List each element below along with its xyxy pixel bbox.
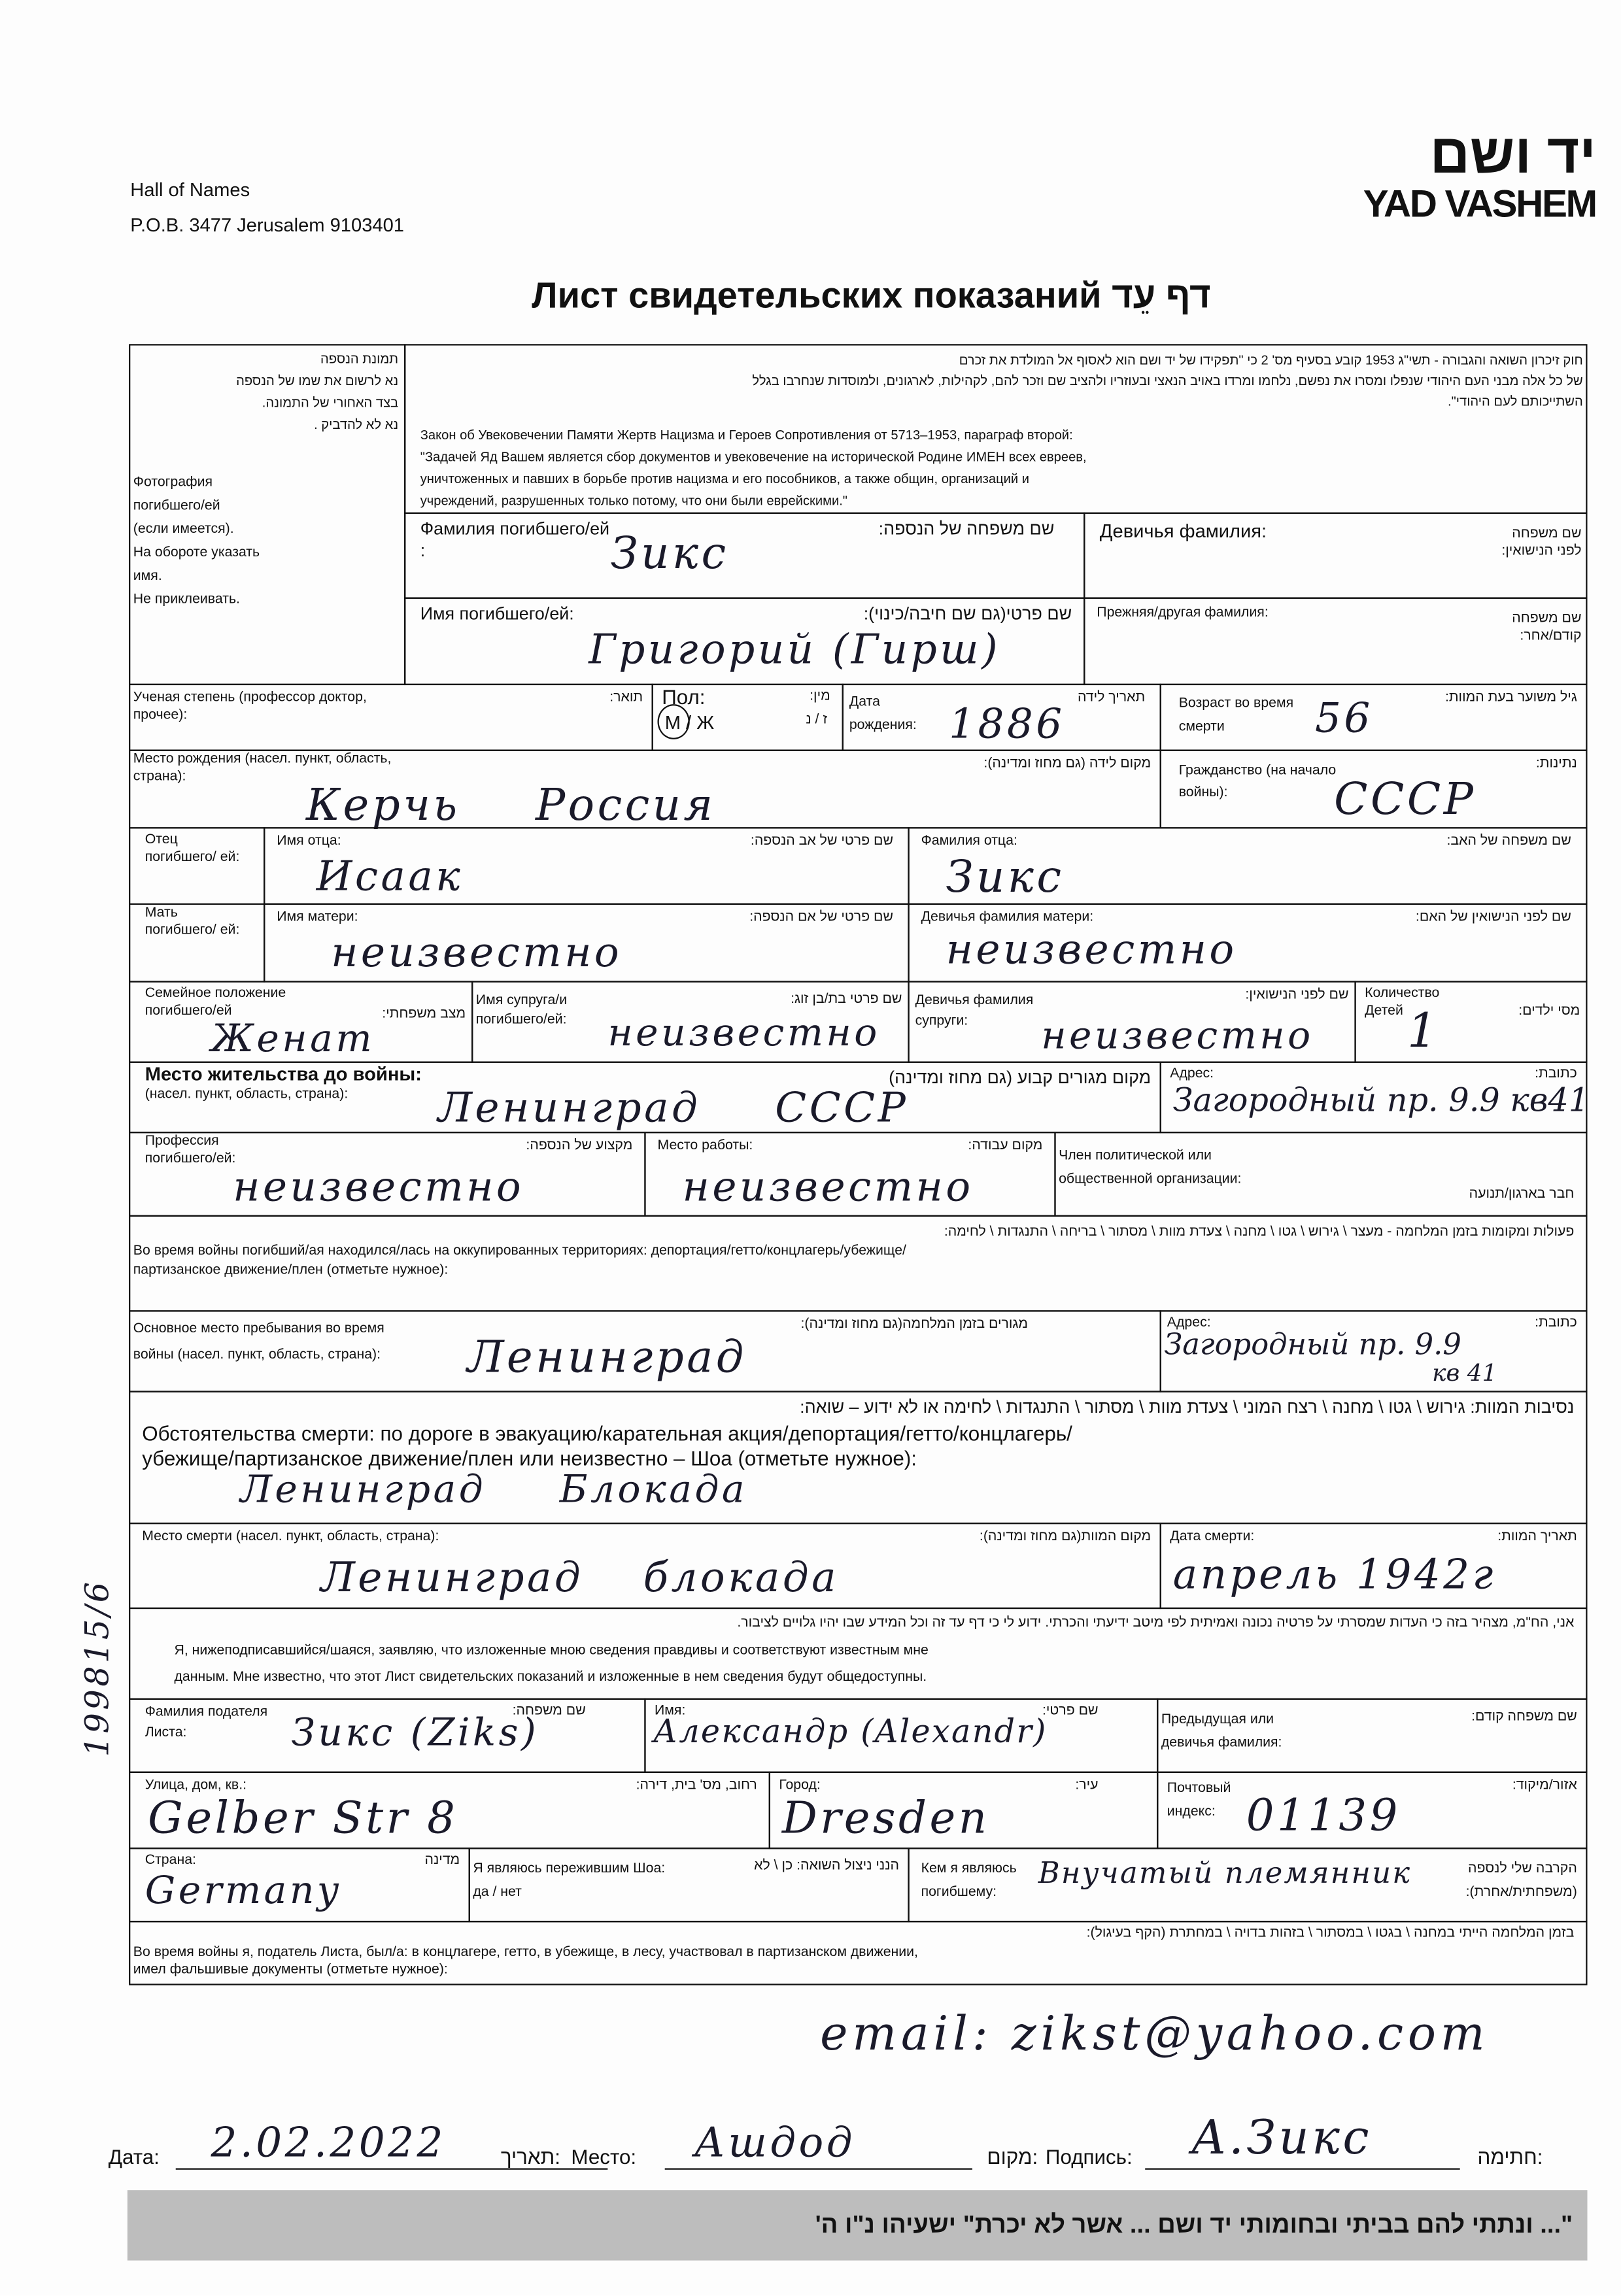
photo-ru <box>133 471 260 612</box>
handwritten-value: Внучатый племянник <box>1038 1855 1412 1891</box>
logo-latin: YAD VASHEM <box>1363 181 1596 226</box>
handwritten-value: неизвестно <box>946 925 1237 974</box>
handwritten-value: Женат <box>211 1017 375 1062</box>
handwritten-value: неизвестно <box>682 1162 974 1211</box>
footer-quote: "... ונתתי להם בביתי ובחומותי יד ושם ... אשר לא יכרת" ישעיהו נ"ו ה' <box>128 2190 1588 2260</box>
label-he: שם משפחה קודם/אחר: <box>1512 610 1582 645</box>
law-ru-3: уничтоженных и павших в борьбе против нацизма и его пособников, а также общин, организаций и <box>420 471 1030 486</box>
workplace-field[interactable] <box>644 1132 1055 1217</box>
label-he: תאריך לידה <box>1077 689 1146 706</box>
death-circumstances-field[interactable] <box>129 1391 1587 1524</box>
label-he: בזמן המלחמה הייתי במחנה \ בגטו \ במסתור \ בזהות בדויה \ במחתרת (הקף בעיגול): <box>1086 1925 1575 1942</box>
org-address: P.O.B. 3477 Jerusalem 9103401 <box>130 213 404 236</box>
label: Профессия погибшего/ей: <box>145 1133 236 1167</box>
photo-box <box>129 344 405 685</box>
label: Семейное положение погибшего/ей <box>145 985 286 1019</box>
handwritten-email: email: zikst@yahoo.com <box>820 2005 1490 2062</box>
wartime-activities-field[interactable] <box>129 1215 1587 1312</box>
citizenship-field[interactable] <box>1160 750 1588 829</box>
photo-he-2: נא לרשום את שמו של הנספה <box>236 373 399 388</box>
declaration-he: אני, הח"מ, מצהיר בזה כי העדות שמסרתי על פרטיה נכונה ואמיתית לפי מיטב ידיעתי והכרתי. ידוע לי כי דף עד זה וכל המידע שבו יהיו גלויים לציבור. <box>737 1615 1575 1631</box>
label-he: מקום מגורים קבוע (גם מחוז ומדינה) <box>889 1067 1152 1088</box>
label <box>133 1316 384 1369</box>
date-label-he: תאריך: <box>500 2144 560 2169</box>
label: Страна: <box>145 1851 196 1868</box>
label: Количество Детей <box>1365 985 1440 1019</box>
label-he: נתינות: <box>1535 755 1577 772</box>
divider <box>129 903 265 905</box>
label: Место рождения (насел. пункт, область, страна): <box>133 751 392 785</box>
father-label: Отец погибшего/ ей: <box>145 831 240 866</box>
residence-address-field[interactable] <box>1160 1062 1588 1134</box>
label-he: מגורים בזמן המלחמה(גם מחוז ומדינה): <box>800 1316 1029 1332</box>
submitter-wartime-field[interactable] <box>129 1921 1587 1985</box>
label-he: תאריך המוות: <box>1497 1528 1577 1545</box>
handwritten-value: Ленинград СССР <box>437 1083 909 1132</box>
label-he: הנני ניצול השואה: כן \ לא <box>754 1857 899 1874</box>
place-label-he: מקום: <box>987 2144 1038 2169</box>
label-he-options: ז / נ <box>806 711 828 728</box>
label-he: מדינה <box>424 1851 460 1868</box>
label-he: הקרבה שלי לנספה (משפחתית/אחרת): <box>1465 1861 1577 1900</box>
signature-handwritten: A.Зикс <box>1191 2109 1373 2166</box>
label-he: שם משפחה של האב: <box>1446 833 1571 849</box>
label-he: כתובת: <box>1535 1066 1577 1082</box>
label: Гражданство (на начало войны): <box>1178 762 1337 801</box>
handwritten-value: неизвестно <box>607 1011 880 1056</box>
handwritten-value: Керчь Россия <box>306 780 716 832</box>
handwritten-value: 56 <box>1314 694 1373 743</box>
label-ru-2: имел фальшивые документы (отметьте нужное): <box>133 1961 448 1978</box>
label-he: עיר: <box>1075 1777 1099 1794</box>
label: Возраст во время смерти <box>1178 695 1294 735</box>
handwritten-value: Ленинград Блокада <box>240 1468 748 1513</box>
dob-field[interactable] <box>842 684 1161 751</box>
photo-ru-line: На обороте указать <box>133 545 260 561</box>
sex-options: М / Ж <box>664 711 715 734</box>
label: Место работы: <box>657 1138 753 1154</box>
label: Ученая степень (профессор доктор, прочее): <box>133 689 367 723</box>
profession-field[interactable] <box>129 1132 646 1217</box>
handwritten-value: Григорий (Гирш) <box>589 625 1001 674</box>
handwritten-value-2: кв 41 <box>1432 1359 1497 1387</box>
label: Место смерти (насел. пункт, область, страна): <box>142 1528 439 1545</box>
degree-field[interactable] <box>129 684 653 751</box>
signature-line[interactable] <box>1145 2169 1459 2170</box>
law-ru-1: Закон об Увековечении Памяти Жертв Нацизма и Героев Сопротивления от 5713–1953, параграф второй: <box>420 427 1073 443</box>
handwritten-value: Зикс <box>946 852 1065 903</box>
photo-ru-line: погибшего/ей <box>133 498 220 515</box>
label-he: רחוב, מס' בית, דירה: <box>636 1777 757 1794</box>
org-name: Hall of Names <box>130 178 250 201</box>
law-he <box>411 350 1583 411</box>
label: Адрес: <box>1170 1066 1214 1082</box>
photo-he-1: תמונת הנספה <box>320 351 399 366</box>
victim-surname-field[interactable] <box>404 513 1085 599</box>
handwritten-value: неизвестно <box>233 1162 524 1211</box>
logo-hebrew: יד ושם <box>1429 124 1596 186</box>
marital-field[interactable] <box>129 981 473 1062</box>
handwritten-value: Загородный пр. 9.9 кв41 <box>1172 1083 1590 1121</box>
label: Фамилия погибшего/ей : <box>420 518 610 561</box>
label-he: מין: <box>810 688 830 705</box>
survivor-field[interactable] <box>469 1848 910 1922</box>
label: Дата рождения: <box>849 694 917 734</box>
father-name-field[interactable] <box>264 827 910 905</box>
mother-maiden-field[interactable] <box>908 903 1587 983</box>
wartime-address-field[interactable] <box>1160 1310 1588 1392</box>
handwritten-value: Зикс (Ziks) <box>291 1711 539 1756</box>
handwritten-value: неизвестно <box>1041 1014 1314 1059</box>
label-he: תואר: <box>609 689 643 706</box>
sign-date-value: 2.02.2022 <box>211 2118 446 2167</box>
label-ru-2: партизанское движение/плен (отметьте нужное): <box>133 1262 449 1278</box>
handwritten-value: Germany <box>145 1869 342 1914</box>
label: Имя супруга/и погибшего/ей: <box>475 992 568 1028</box>
label-he: פעולות ומקומות בזמן המלחמה - מעצר \ גירוש \ גטו \ מחנה \ צעדת מוות \ מסתור \ בריחה \ התנגדות \ לחימה: <box>944 1224 1575 1240</box>
label: Пол: <box>662 685 706 709</box>
label-sub: (насел. пункт, область, страна): <box>145 1086 349 1103</box>
spouse-maiden-field[interactable] <box>908 981 1356 1062</box>
spouse-field[interactable] <box>471 981 910 1062</box>
law-ru-4: учреждений, разрушенных только потому, что они были еврейскими." <box>420 493 847 509</box>
submitter-street-field[interactable] <box>129 1772 770 1849</box>
wartime-place-field[interactable] <box>129 1310 1161 1392</box>
page-title: Лист свидетельских показаний דף עֵד <box>532 275 1211 316</box>
declaration <box>129 1608 1587 1700</box>
label-he: מסי ילדים: <box>1518 1002 1580 1019</box>
mother-name-field[interactable] <box>264 903 910 983</box>
handwritten-value: Dresden <box>781 1793 990 1845</box>
label-he: שם לפני הנישואין: <box>1245 987 1349 1003</box>
sex-circle-mark <box>657 704 689 739</box>
label-he: מקצוע של הנספה: <box>526 1138 633 1154</box>
father-surname-field[interactable] <box>908 827 1587 905</box>
victim-name-field[interactable] <box>404 598 1085 685</box>
handwritten-value: 1886 <box>949 700 1065 749</box>
label: Кем я являюсь погибшему: <box>921 1861 1017 1900</box>
photo-he-4: נא לא להדביק . <box>314 417 399 432</box>
handwritten-value: Исаак <box>316 852 464 901</box>
label: Предыдущая или девичья фамилия: <box>1161 1711 1282 1751</box>
label-he: אזור/מיקוד: <box>1512 1777 1577 1794</box>
label-he: שם פרטי בת/בן זוג: <box>791 991 902 1007</box>
mother-label: Мать погибшего/ ей: <box>145 904 240 939</box>
label: Адрес: <box>1167 1314 1211 1331</box>
label: Я являюсь пережившим Шоа: да / нет <box>473 1861 666 1900</box>
law-ru-2: "Задачей Яд Вашем является сбор документов и увековечение на исторической Родине ИМЕН всех евреев, <box>420 449 1087 464</box>
law-text <box>404 344 1587 514</box>
handwritten-value: 01139 <box>1246 1790 1401 1842</box>
label: Прежняя/другая фамилия: <box>1097 604 1269 621</box>
photo-ru-line: Не приклеивать. <box>133 591 240 608</box>
label: Девичья фамилия: <box>1099 519 1267 542</box>
death-place-field[interactable] <box>129 1523 1161 1609</box>
label-1: Основное место пребывания во время <box>133 1320 384 1337</box>
label: Почтовый индекс: <box>1167 1780 1231 1820</box>
label: Девичья фамилия супруги: <box>915 992 1034 1030</box>
death-date-field[interactable] <box>1160 1523 1588 1609</box>
label-he: שם לפני הנישואין של האם: <box>1415 909 1571 926</box>
signature-label: Подпись: <box>1045 2144 1133 2169</box>
label: Место жительства до войны: <box>145 1062 422 1085</box>
label-he: מקום המוות(גם מחוז ומדינה): <box>979 1528 1152 1545</box>
yad-vashem-logo <box>1310 124 1596 226</box>
declaration-ru-1: Я, нижеподписавшийся/шаяся, заявляю, что изложенные мною сведения правдивы и соответствуют известным мне <box>174 1642 929 1659</box>
label-he: שם פרטי(גם שם חיבה/כינוי): <box>863 603 1072 624</box>
label-he: מצב משפחתי: <box>382 1005 466 1022</box>
date-line[interactable] <box>176 2169 608 2170</box>
label-ru-1: Обстоятельства смерти: по дороге в эвакуацию/карательная акция/депортация/гетто/концлагерь/ <box>142 1421 1072 1445</box>
handwritten-value: СССР <box>1334 774 1476 826</box>
label: Улица, дом, кв.: <box>145 1777 247 1794</box>
label-he: שם משפחה: <box>512 1702 586 1719</box>
law-ru <box>420 424 1087 512</box>
label: Фамилия отца: <box>921 833 1017 849</box>
photo-he-3: בצד האחורי של התמונה. <box>262 395 399 411</box>
handwritten-value: Ленинград блокада <box>320 1553 839 1602</box>
submitter-surname-field[interactable] <box>129 1698 646 1773</box>
place-line[interactable] <box>665 2169 972 2170</box>
submitter-city-field[interactable] <box>769 1772 1159 1849</box>
law-he-3: השתייכותם לעם היהודי". <box>1448 394 1583 409</box>
relation-field[interactable] <box>908 1848 1587 1922</box>
label: Фамилия подателя Листа: <box>145 1704 268 1741</box>
handwritten-value: Зикс <box>610 528 729 580</box>
label-he: גיל משוער בעת המוות: <box>1444 689 1577 706</box>
label-ru-2: убежище/партизанское движение/плен или неизвестно – Шоа (отметьте нужное): <box>142 1446 917 1470</box>
signature-label-he: חתימה: <box>1477 2144 1543 2169</box>
birthplace-field[interactable] <box>129 750 1161 832</box>
victim-maiden-field[interactable] <box>1084 513 1587 599</box>
place-label: Место: <box>571 2144 637 2169</box>
label-he: נסיבות המוות: גירוש \ גטו \ מחנה \ רצח המוני \ צעדת מוות \ מסתור \ התנגדות \ לחימה או לא ידוע – שואה: <box>800 1396 1575 1417</box>
label-he: שם פרטי של אב הנספה: <box>750 833 894 849</box>
age-field[interactable] <box>1160 684 1588 751</box>
law-he-1: חוק זיכרון השואה והגבורה - תשי"ג 1953 קובע בסעיף מס' 2 כי "תפקידו של יד ושם הוא לאסוף אל המולדת את זכרם <box>959 352 1583 368</box>
declaration-ru <box>174 1638 928 1691</box>
submitter-name-field[interactable] <box>644 1698 1158 1773</box>
photo-ru-line: имя. <box>133 567 162 584</box>
residence-field[interactable] <box>129 1062 1161 1134</box>
label: Имя матери: <box>277 909 358 926</box>
handwritten-value: Загородный пр. 9.9 <box>1164 1326 1461 1362</box>
label-ru-1: Во время войны я, податель Листа, был/а: в концлагере, гетто, в убежище, в лесу, участвовал в партизанском движении, <box>133 1944 918 1961</box>
label: Город: <box>779 1777 821 1794</box>
victim-other-surname-field[interactable] <box>1084 598 1587 685</box>
sex-field[interactable] <box>652 684 844 751</box>
submitter-country-field[interactable] <box>129 1848 470 1922</box>
handwritten-value: неизвестно <box>331 928 623 977</box>
photo-ru-line: (если имеется). <box>133 521 234 537</box>
label: Имя отца: <box>277 833 341 849</box>
label: Имя погибшего/ей: <box>420 603 574 624</box>
submitter-zip-field[interactable] <box>1157 1772 1587 1849</box>
label-ru <box>142 1421 1072 1471</box>
label-he: שם משפחה לפני הנישואין: <box>1501 525 1582 560</box>
label-he: כתובת: <box>1535 1314 1577 1331</box>
label-ru-1: Во время войны погибший/ая находился/лась на оккупированных территориях: депортация/гетто/концлагерь/убежище/ <box>133 1243 906 1259</box>
margin-note: 199815/6 <box>80 1579 118 1757</box>
label-he: שם משפחה של הנספה: <box>878 518 1055 539</box>
handwritten-value: 1 <box>1407 1002 1441 1059</box>
label: Девичья фамилия матери: <box>921 909 1094 926</box>
photo-he <box>236 348 398 436</box>
date-label: Дата: <box>108 2144 160 2169</box>
label-he: מקום עבודה: <box>968 1138 1043 1154</box>
label: Имя: <box>655 1702 686 1719</box>
label-he: שם פרטי: <box>1042 1702 1099 1719</box>
photo-ru-line: Фотография <box>133 474 213 491</box>
handwritten-value: Александр (Aleхandr) <box>653 1714 1048 1751</box>
label-he: שם משפחה קודם: <box>1471 1708 1577 1725</box>
handwritten-value: апрель 1942г <box>1172 1550 1496 1599</box>
label-he: שם פרטי של אם הנספה: <box>749 909 894 926</box>
law-he-2: של כל אלה מבני העם היהודי שנפלו ומסרו את נפשם, נלחמו ומרדו באויב הנאצי ובעוזריו ולהציב שם וזכר להם, לקהילות, לארגונים, ולמוסדות שנחרבו בגלל <box>752 373 1583 388</box>
handwritten-value: Gelber Str 8 <box>148 1793 458 1845</box>
declaration-ru-2: данным. Мне известно, что этот Лист свидетельских показаний и изложенные в нем сведения будут общедоступны. <box>174 1668 927 1685</box>
label-2: войны (насел. пункт, область, страна): <box>133 1347 381 1363</box>
membership-field[interactable] <box>1054 1132 1587 1217</box>
label: Член политической или общественной организации: <box>1059 1147 1242 1188</box>
label-he: מקום לידה (גם מחוז ומדינה): <box>983 755 1152 772</box>
signature-row <box>108 2109 1588 2177</box>
handwritten-value: Ленинград <box>467 1332 747 1384</box>
children-field[interactable] <box>1354 981 1587 1062</box>
label: Дата смерти: <box>1170 1528 1255 1545</box>
submitter-previous-surname-field[interactable] <box>1157 1698 1587 1773</box>
label-he: חבר בארגון/תנועה <box>1469 1185 1575 1202</box>
sign-place-value: Ашдод <box>694 2118 855 2167</box>
